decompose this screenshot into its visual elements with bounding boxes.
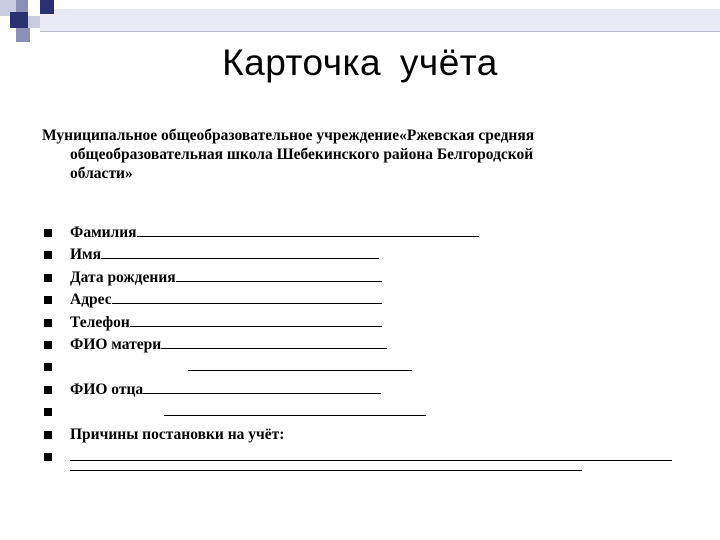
- field-label: Дата рождения: [70, 268, 176, 286]
- fill-in-line[interactable]: [137, 222, 479, 237]
- square-bullet-icon: [44, 363, 52, 371]
- fill-in-line[interactable]: [70, 446, 672, 461]
- field-mother-name: [44, 334, 684, 356]
- field-reasons-line: [44, 446, 684, 468]
- square-bullet-icon: [44, 341, 52, 349]
- fill-in-line[interactable]: [112, 289, 382, 304]
- fields-list: [44, 222, 684, 468]
- square-bullet-icon: [44, 229, 52, 237]
- institution-text: [42, 126, 642, 183]
- field-label: Телефон: [70, 313, 130, 331]
- field-phone: [44, 312, 684, 334]
- field-father-name: [44, 379, 684, 401]
- square-bullet-icon: [44, 296, 52, 304]
- field-label: Фамилия: [70, 224, 137, 241]
- field-label: Причины постановки на учёт:: [70, 425, 285, 443]
- field-registration-reasons: [44, 424, 684, 446]
- field-father-continuation: [44, 401, 684, 423]
- square-bullet-icon: [44, 319, 52, 327]
- fill-in-line[interactable]: [143, 379, 381, 394]
- fill-in-line[interactable]: [130, 312, 382, 327]
- field-mother-continuation: [44, 356, 684, 378]
- field-label: Адрес: [70, 291, 112, 309]
- square-bullet-icon: [44, 386, 52, 394]
- fill-in-line[interactable]: [176, 267, 382, 282]
- fill-in-line[interactable]: [161, 334, 387, 349]
- square-bullet-icon: [44, 251, 52, 259]
- square-bullet-icon: [44, 431, 52, 439]
- field-address: [44, 289, 684, 311]
- field-label: Имя: [70, 246, 101, 264]
- field-birthdate: [44, 267, 684, 289]
- institution-line-3: области»: [70, 165, 133, 182]
- fill-in-line[interactable]: [164, 401, 426, 416]
- fill-in-line-extra[interactable]: [70, 470, 582, 471]
- page-title: Карточка учёта: [222, 42, 498, 83]
- field-label: ФИО матери: [70, 335, 162, 353]
- square-bullet-icon: [44, 408, 52, 416]
- fill-in-line[interactable]: [188, 356, 412, 371]
- header-rule: [40, 31, 720, 32]
- header-band: [40, 9, 720, 31]
- institution-line-2: общеобразовательная школа Шебекинского района Белгородской: [70, 146, 534, 163]
- field-surname: [44, 222, 684, 244]
- square-bullet-icon: [44, 274, 52, 282]
- field-name: [44, 244, 684, 266]
- institution-line-1: Муниципальное общеобразовательное учреждение«Ржевская средняя: [42, 127, 535, 144]
- square-bullet-icon: [44, 453, 52, 461]
- fill-in-line[interactable]: [101, 244, 379, 259]
- field-label: ФИО отца: [70, 380, 144, 398]
